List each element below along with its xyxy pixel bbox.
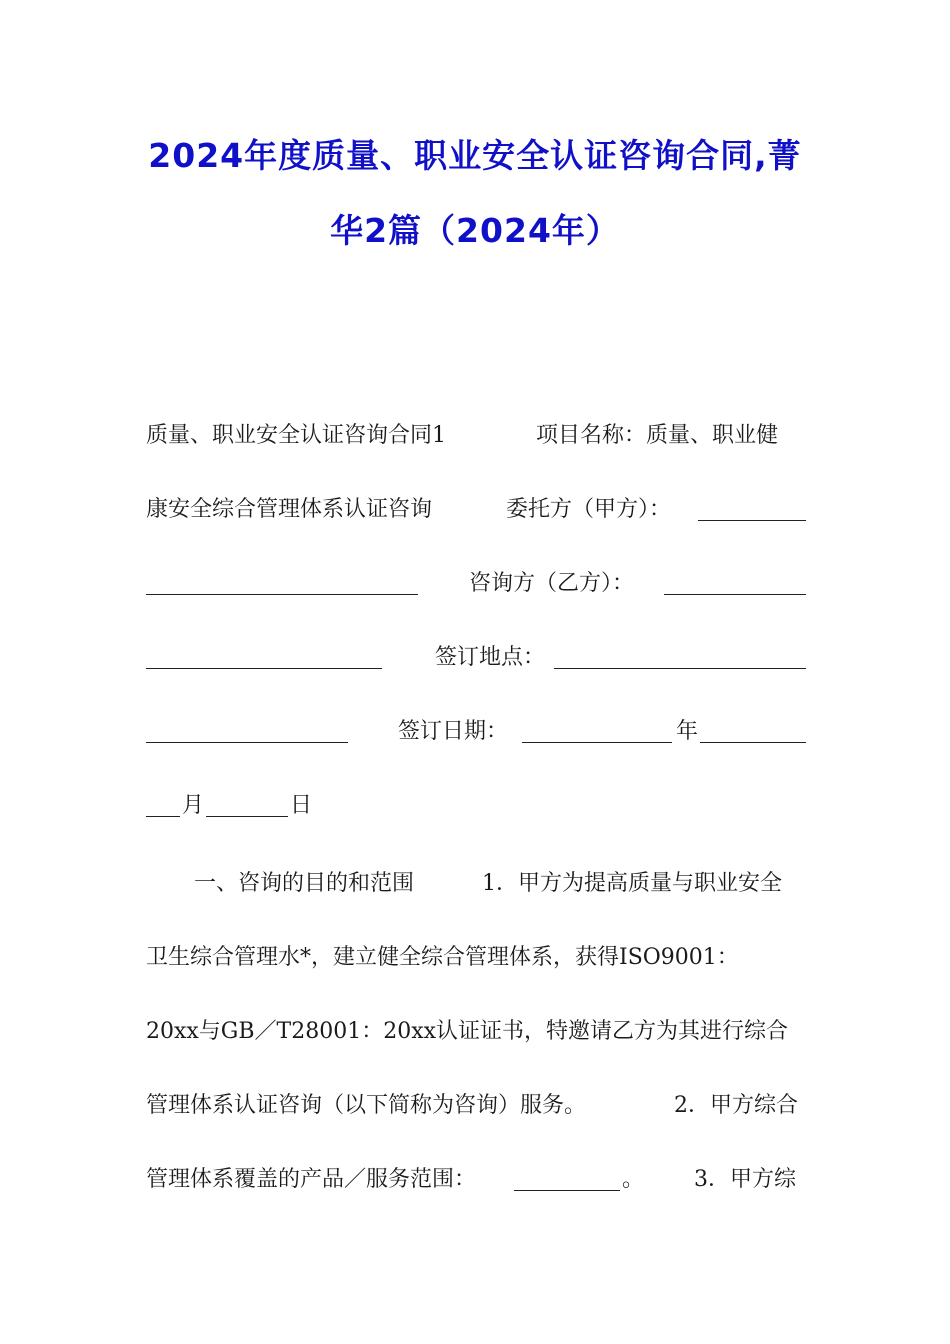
clause-1-cont-b: 20xx与GB／T28001：20xx认证证书，特邀请乙方为其进行综合: [146, 1019, 789, 1044]
clause-1-cont-a: 卫生综合管理水*，建立健全综合管理体系，获得ISO9001：: [146, 945, 739, 970]
section-1-heading: 一、咨询的目的和范围: [194, 871, 415, 896]
clause-3-start: 3．甲方综: [694, 1167, 796, 1192]
month-label: 月: [182, 793, 205, 818]
body-line-8: [146, 938, 806, 978]
body-line-1: [146, 416, 806, 456]
body-line-6: [146, 786, 806, 826]
day-label: 日: [290, 793, 313, 818]
consultant-blank: [664, 594, 806, 595]
document-title-line-1: 2024年度质量、职业安全认证咨询合同,菁: [148, 136, 802, 175]
month-blank: [700, 742, 806, 743]
scope-label: 管理体系覆盖的产品／服务范围：: [146, 1167, 477, 1192]
body-line-11: [146, 1160, 806, 1200]
body-line-10: [146, 1086, 806, 1126]
body-line-7: [146, 864, 806, 904]
scope-period: 。: [622, 1167, 645, 1192]
year-blank: [522, 742, 672, 743]
day-blank: [206, 816, 288, 817]
clause-1-start: 1．甲方为提高质量与职业安全: [482, 871, 782, 896]
client-label: 委托方（甲方）：: [506, 497, 672, 522]
scope-blank: [514, 1190, 620, 1191]
month-blank-cont: [146, 816, 180, 817]
project-name-label: 项目名称：质量、职业健: [536, 423, 779, 448]
body-line-3: [146, 564, 806, 604]
signing-date-label: 签订日期：: [398, 719, 509, 744]
project-name-value: 康安全综合管理体系认证咨询: [146, 497, 433, 522]
signing-place-blank-cont: [146, 742, 348, 743]
consultant-label: 咨询方（乙方）：: [469, 571, 635, 596]
year-label: 年: [676, 719, 699, 744]
clause-2-start: 2．甲方综合: [674, 1093, 798, 1118]
contract-heading: 质量、职业安全认证咨询合同1: [146, 423, 446, 448]
body-line-5: [146, 712, 806, 752]
signing-place-blank: [554, 668, 806, 669]
document-title-line-2: 华2篇（2024年）: [330, 211, 620, 250]
client-blank: [698, 520, 806, 521]
body-line-9: [146, 1012, 806, 1052]
body-line-2: [146, 490, 806, 530]
body-line-4: [146, 638, 806, 678]
client-blank-cont: [146, 594, 418, 595]
clause-1-end: 管理体系认证咨询（以下简称为咨询）服务。: [146, 1093, 587, 1118]
signing-place-label: 签订地点：: [435, 645, 546, 670]
consultant-blank-cont: [146, 668, 382, 669]
